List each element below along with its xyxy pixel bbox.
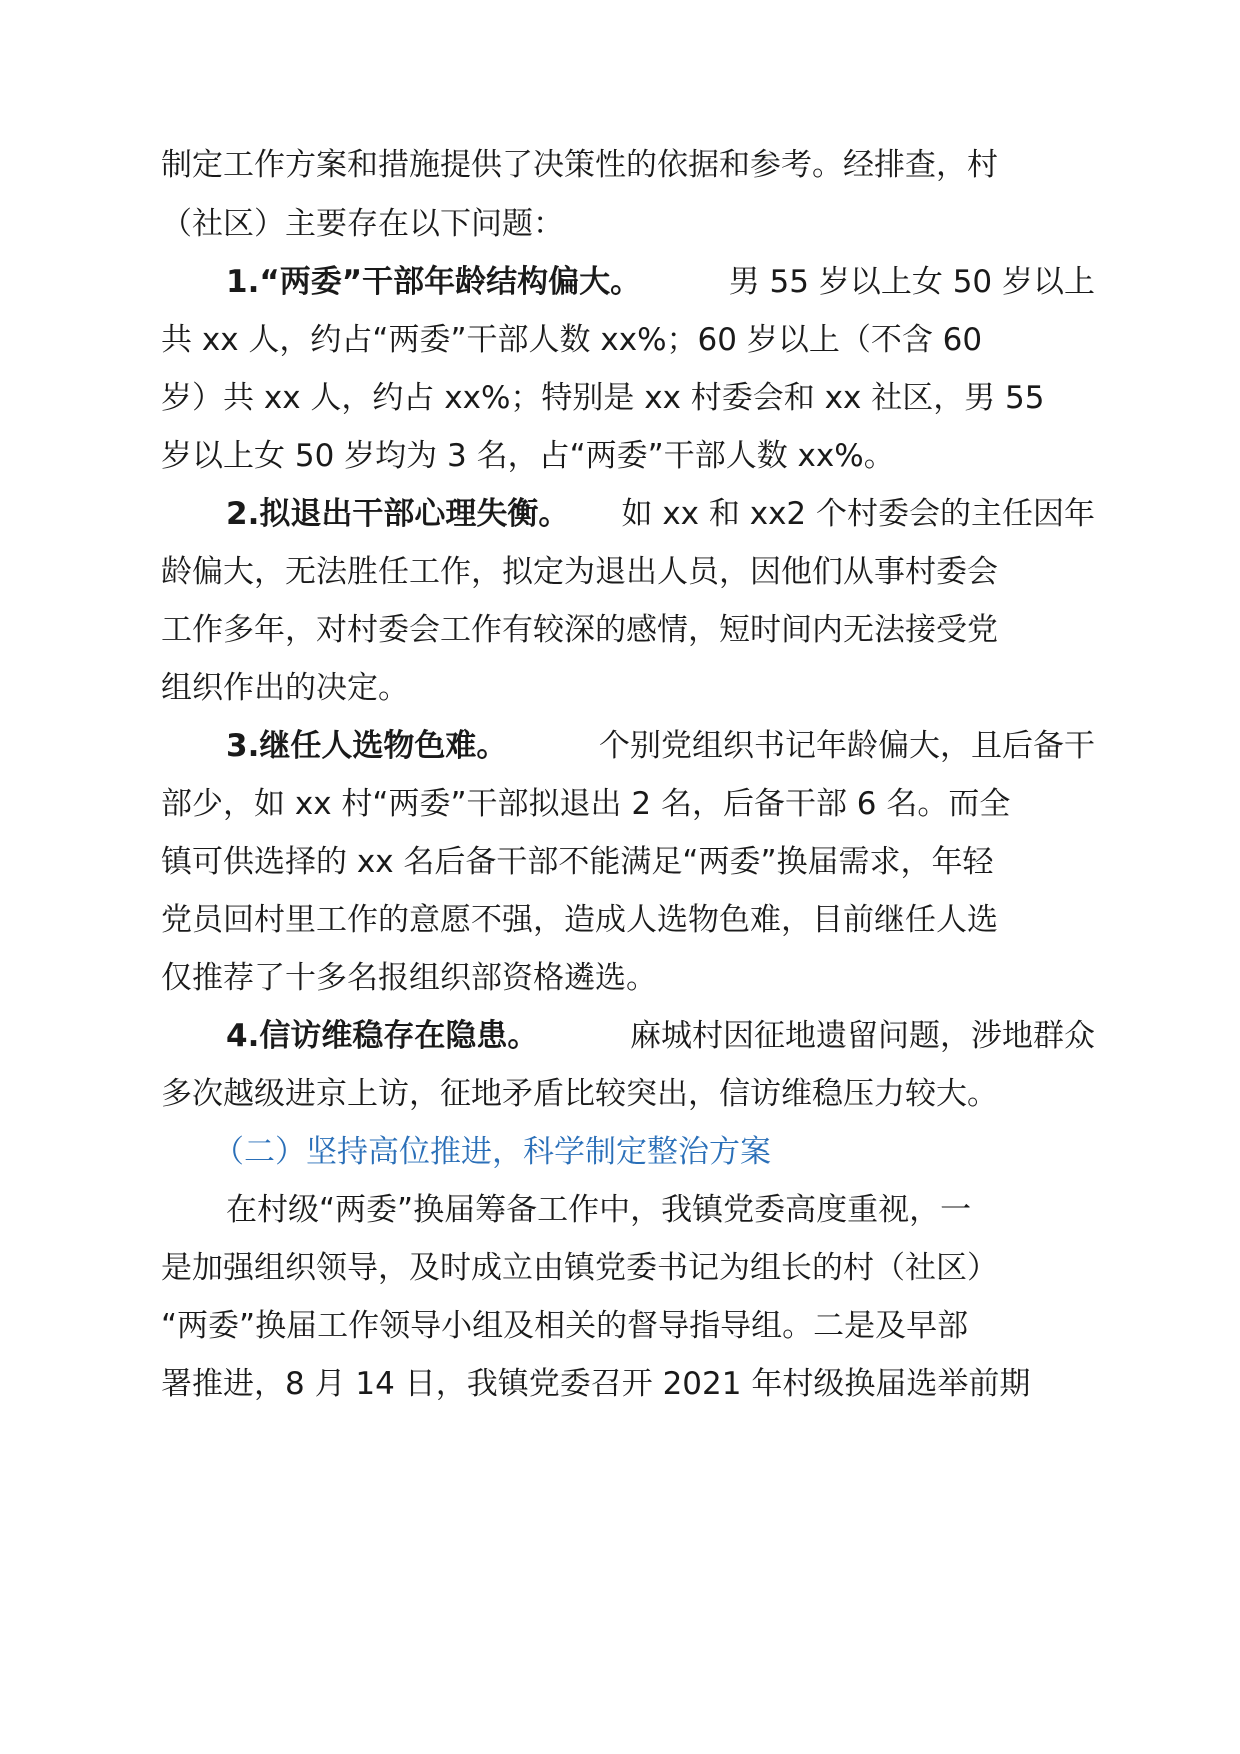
text-line [161,1072,1095,1116]
point-heading: 2.拟退出干部心理失衡。 [226,496,570,532]
line-text: 男 55 岁以上女 50 岁以上 [728,264,1095,300]
line-text: 个别党组织书记年龄偏大，且后备干 [599,728,1095,764]
text-line [161,956,1095,1000]
section-heading [213,1130,1082,1174]
text-line [161,782,1095,826]
line-text: 部少，如 xx 村“两委”干部拟退出 2 名，后备干部 6 名。而全 [161,786,1011,822]
line-text: 多次越级进京上访，征地矛盾比较突出，信访维稳压力较大。 [161,1076,998,1112]
text-line [161,202,1095,246]
line-text: 岁以上女 50 岁均为 3 名，占“两委”干部人数 xx%。 [161,438,895,474]
point-heading: 4.信访维稳存在隐患。 [226,1018,539,1054]
line-text: 制定工作方案和措施提供了决策性的依据和参考。经排查，村 [161,147,998,183]
line-text: 如 xx 和 xx2 个村委会的主任因年 [621,496,1095,532]
line-text: 工作多年，对村委会工作有较深的感情，短时间内无法接受党 [161,612,998,648]
text-line [161,666,1095,710]
line-text: 共 xx 人，约占“两委”干部人数 xx%；60 岁以上（不含 60 [161,322,983,358]
line-text: （社区）主要存在以下问题： [161,206,564,242]
text-line [161,898,1095,942]
text-line [161,840,1095,884]
text-line [161,1362,1095,1406]
section-heading-text: （二）坚持高位推进，科学制定整治方案 [213,1134,771,1170]
text-line [161,434,1095,478]
line-text: 岁）共 xx 人，约占 xx%；特别是 xx 村委会和 xx 社区，男 55 [161,380,1045,416]
text-line [161,318,1095,362]
line-text: 党员回村里工作的意愿不强，造成人选物色难，目前继任人选 [161,902,998,938]
text-line [161,376,1095,420]
text-line [226,1188,1095,1232]
text-line [161,608,1095,652]
point-heading: 3.继任人选物色难。 [226,728,508,764]
line-text: 组织作出的决定。 [161,670,409,706]
point-heading: 1.“两委”干部年龄结构偏大。 [226,264,642,300]
line-text: 仅推荐了十多名报组织部资格遴选。 [161,960,657,996]
text-line [161,143,1095,187]
numbered-point-4 [226,1014,1095,1058]
numbered-point-1 [226,260,1095,304]
line-text: “两委”换届工作领导小组及相关的督导指导组。二是及早部 [161,1308,969,1344]
line-text: 在村级“两委”换届筹备工作中，我镇党委高度重视，一 [226,1192,972,1228]
text-line [161,550,1095,594]
line-text: 镇可供选择的 xx 名后备干部不能满足“两委”换届需求，年轻 [161,844,994,880]
numbered-point-3 [226,724,1095,768]
text-line [161,1246,1095,1290]
line-text: 是加强组织领导，及时成立由镇党委书记为组长的村（社区） [161,1250,998,1286]
line-text: 龄偏大，无法胜任工作，拟定为退出人员，因他们从事村委会 [161,554,998,590]
text-line [161,1304,1095,1348]
numbered-point-2 [226,492,1095,536]
line-text: 麻城村因征地遗留问题，涉地群众 [630,1018,1095,1054]
line-text: 署推进，8 月 14 日，我镇党委召开 2021 年村级换届选举前期 [161,1366,1031,1402]
